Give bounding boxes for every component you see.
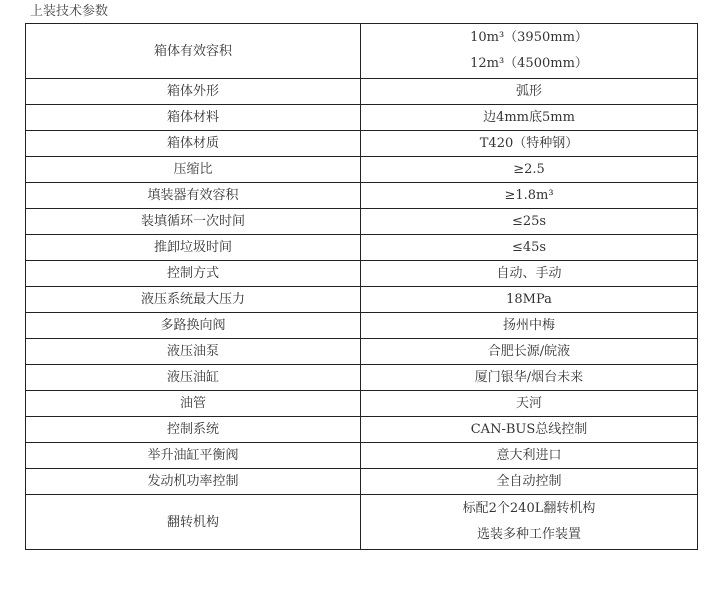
param-label: 液压油泵 (26, 339, 361, 365)
param-value (361, 495, 698, 550)
param-label: 箱体有效容积 (26, 24, 361, 79)
table-row (26, 365, 698, 391)
table-row (26, 287, 698, 313)
param-value: CAN-BUS总线控制 (361, 417, 698, 443)
spec-table (25, 23, 698, 550)
param-value: ≤45s (361, 235, 698, 261)
param-value: T420（特种钢） (361, 131, 698, 157)
param-value: 合肥长源/皖液 (361, 339, 698, 365)
param-label: 箱体材质 (26, 131, 361, 157)
param-value: 18MPa (361, 287, 698, 313)
param-label: 压缩比 (26, 157, 361, 183)
param-label: 多路换向阀 (26, 313, 361, 339)
param-value: 意大利进口 (361, 443, 698, 469)
param-value: 厦门银华/烟台未来 (361, 365, 698, 391)
param-label: 控制系统 (26, 417, 361, 443)
table-row (26, 157, 698, 183)
param-value: 全自动控制 (361, 469, 698, 495)
table-row (26, 417, 698, 443)
table-row (26, 339, 698, 365)
table-row (26, 24, 698, 79)
document-title: 上装技术参数 (30, 4, 109, 19)
table-row (26, 495, 698, 550)
table-row (26, 391, 698, 417)
table-row (26, 131, 698, 157)
param-label: 箱体外形 (26, 79, 361, 105)
param-label: 翻转机构 (26, 495, 361, 550)
param-label: 装填循环一次时间 (26, 209, 361, 235)
table-row (26, 209, 698, 235)
param-label: 推卸垃圾时间 (26, 235, 361, 261)
table-row (26, 105, 698, 131)
table-row (26, 235, 698, 261)
param-value-line: 标配2个240L翻转机构 (462, 501, 596, 516)
param-value: ≥1.8m³ (361, 183, 698, 209)
param-value-line: 选装多种工作装置 (476, 527, 581, 542)
param-label: 举升油缸平衡阀 (26, 443, 361, 469)
param-value (361, 24, 698, 79)
param-value: 边4mm底5mm (361, 105, 698, 131)
param-value: ≥2.5 (361, 157, 698, 183)
param-value-line: 12m³（4500mm） (470, 56, 588, 71)
param-label: 控制方式 (26, 261, 361, 287)
table-row (26, 261, 698, 287)
param-value: 天河 (361, 391, 698, 417)
param-value-line: 10m³（3950mm） (470, 30, 588, 45)
param-value: 弧形 (361, 79, 698, 105)
table-row (26, 313, 698, 339)
param-label: 油管 (26, 391, 361, 417)
param-label: 发动机功率控制 (26, 469, 361, 495)
param-value: 自动、手动 (361, 261, 698, 287)
param-value: ≤25s (361, 209, 698, 235)
table-row (26, 183, 698, 209)
table-row (26, 469, 698, 495)
param-label: 液压系统最大压力 (26, 287, 361, 313)
param-label: 填装器有效容积 (26, 183, 361, 209)
param-label: 液压油缸 (26, 365, 361, 391)
param-label: 箱体材料 (26, 105, 361, 131)
table-row (26, 443, 698, 469)
table-row (26, 79, 698, 105)
param-value: 扬州中梅 (361, 313, 698, 339)
